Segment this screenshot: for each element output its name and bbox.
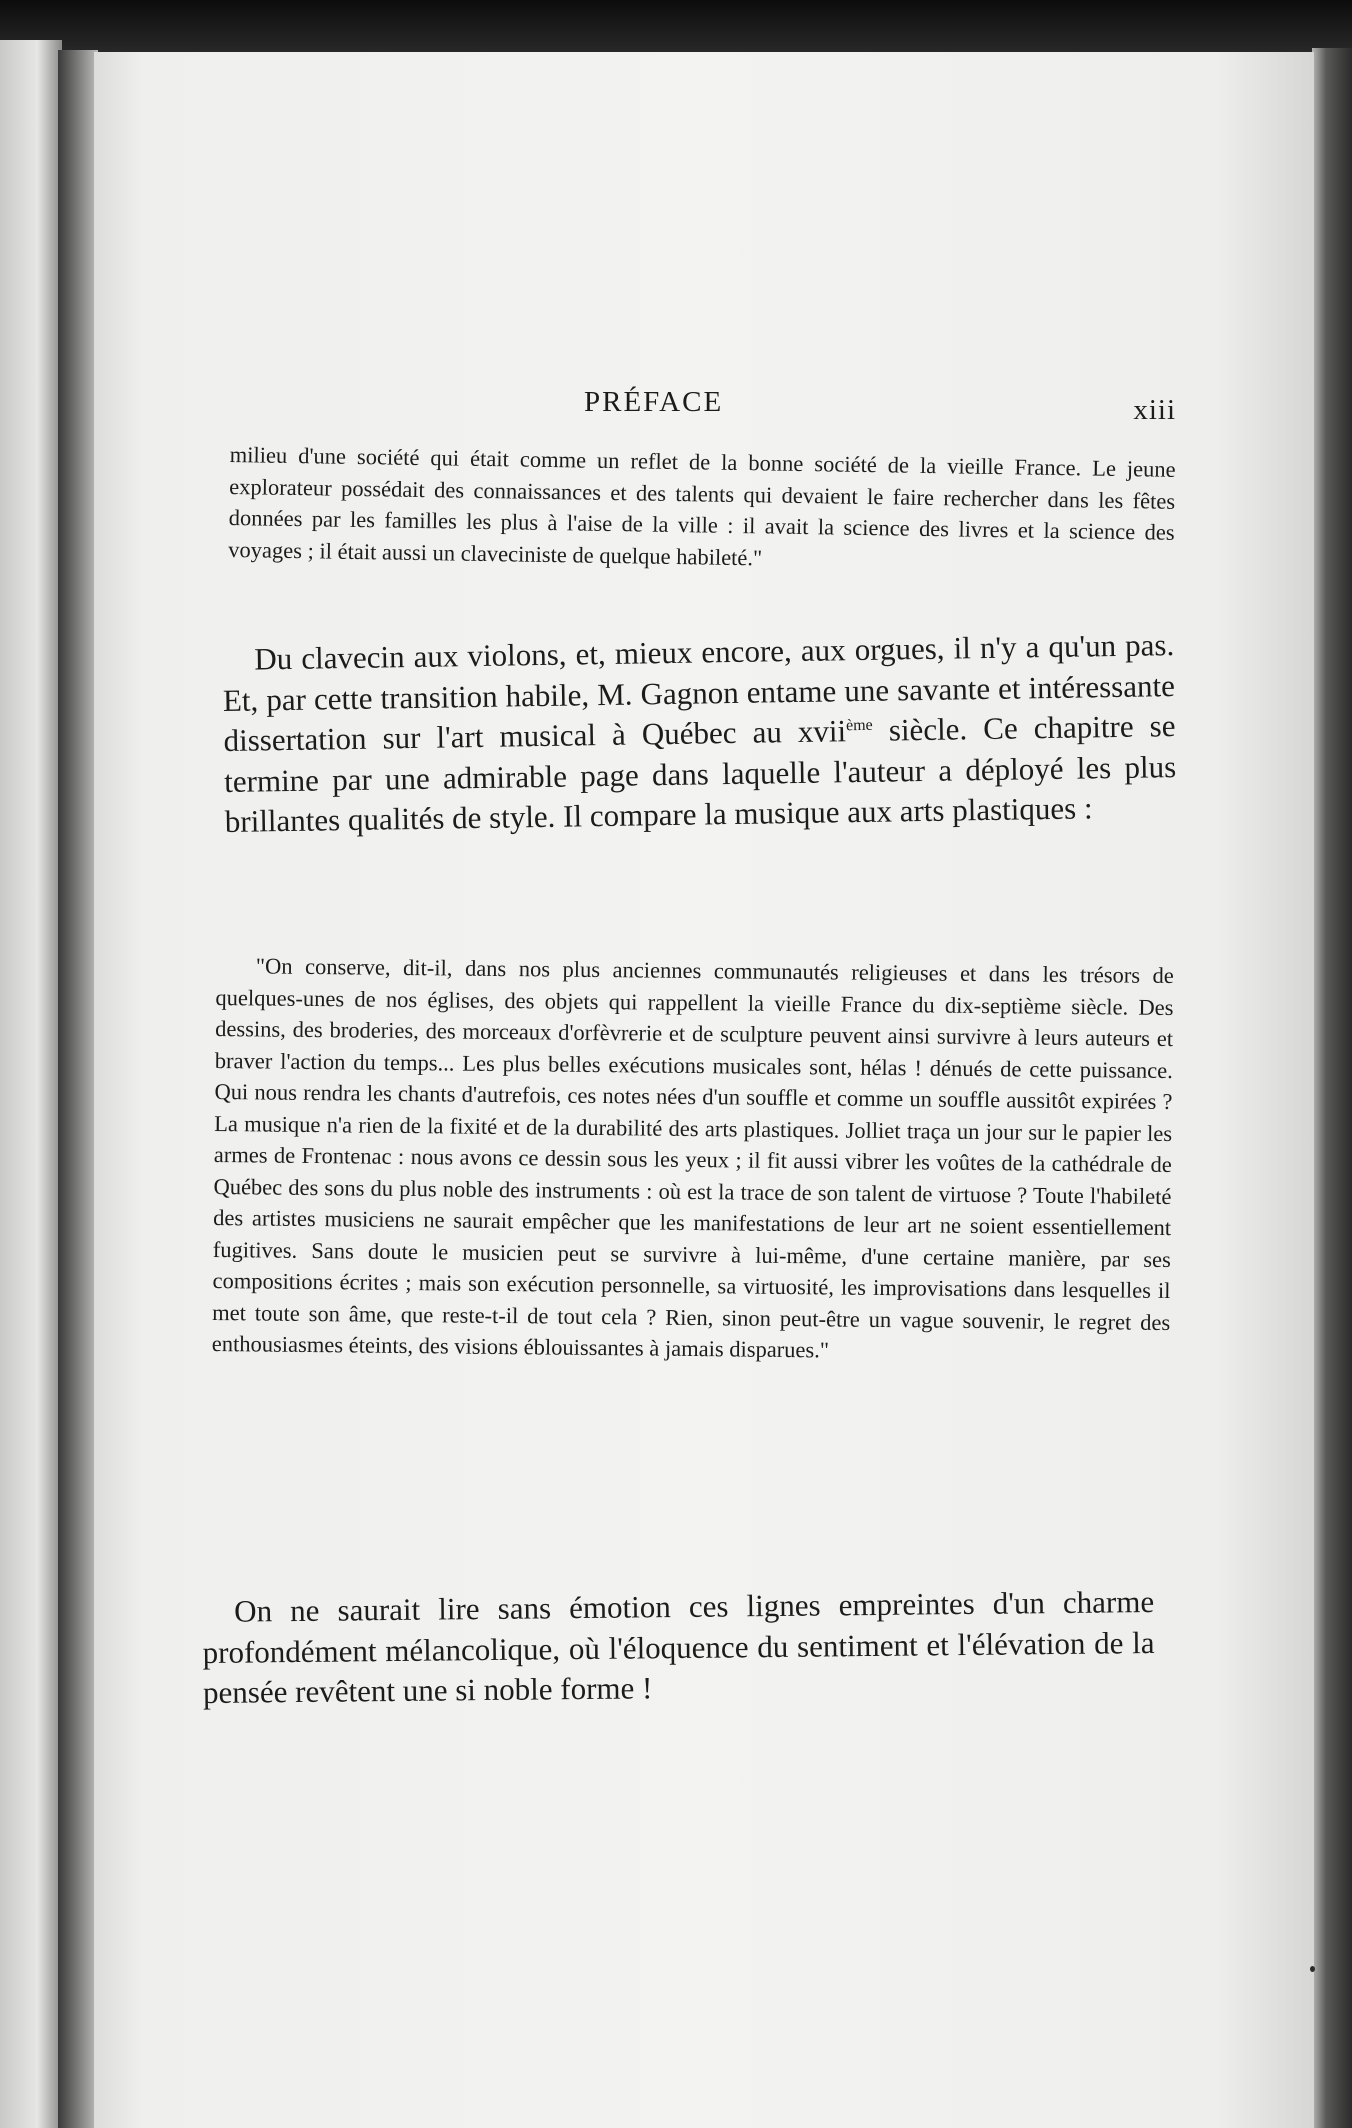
- scan-background-top: [0, 0, 1352, 56]
- book-right-edge: [1312, 48, 1352, 2128]
- quote-paragraph: "On conserve, dit-il, dans nos plus anciennes communautés religieuses et dans les trésors de quelques-unes de nos églises, des objets qui rappellent la vieille France du dix-septième siècle. Des dessins, des broderies, des morceaux d'orfèvrerie et de sculpture peuvent ainsi survivre à leurs auteurs et braver l'action du temps... Les plus belles exécutions musicales sont, hélas ! dénués de cette puissance. Qui nous rendra les chants d'autrefois, ces notes nées d'un souffle et comme un souffle aussitôt expirées ? La musique n'a rien de la fixité et de la durabilité des arts plastiques. Jolliet traça un jour sur le papier les armes de Frontenac : nous avons ce dessin sous les yeux ; il fit aussi vibrer les voûtes de la cathédrale de Québec des sons du plus noble des instruments : où est la trace de son talent de virtuose ? Toute l'habileté des artistes musiciens ne saurait empêcher que les manifestations de leur art ne soient essentiellement fugitives. Sans doute le musicien peut se survivre à lui-même, d'une certaine manière, par ses compositions écrites ; mais son exécution personnelle, sa virtuosité, les improvisations dans lesquelles il met toute son âme, que reste-t-il de tout cela ? Rien, sinon peut-être un vague souvenir, le regret des enthousiasmes éteints, des visions éblouissantes à jamais disparues.": [211, 953, 1174, 1363]
- facing-page-edge: [0, 40, 62, 2128]
- page-title: PRÉFACE: [584, 386, 724, 418]
- scan-speck: [1310, 1966, 1315, 1972]
- book-gutter: [58, 50, 98, 2128]
- body-paragraph-1: [222, 625, 1177, 842]
- running-head: [94, 330, 1314, 426]
- page-number: xiii: [1133, 394, 1176, 426]
- quote-continued-paragraph: milieu d'une société qui était comme un reflet de la bonne société de la vieille France. Le jeune explorateur possédait des connaissances et des talents qui devaient le faire rechercher dans les fêtes données par les familles les plus à l'aise de la ville : il avait la science des livres et la science des voyages ; il était aussi un claveciniste de quelque habileté.": [228, 441, 1176, 570]
- body-paragraph-1-text-a: Du clavecin aux violons, et, mieux encore, aux orgues, il n'y a qu'un pas. Et, par cette transition habile, M. Gagnon entame une savante et intéressante dissertation sur l'art musical à Québec au xvii: [222, 627, 1176, 758]
- body-paragraph-2: On ne saurait lire sans émotion ces lignes empreintes d'un charme profondément mélancolique, où l'éloquence du sentiment et l'élévation de la pensée revêtent une si noble forme !: [202, 1584, 1155, 1710]
- century-superscript: ème: [845, 716, 873, 735]
- page-content: [94, 52, 1314, 2128]
- body-paragraph-1-text-b: siècle. Ce chapitre se termine par une admirable page dans laquelle l'auteur a déployé les plus brillantes qualités de style. Il compare la musique aux arts plastiques :: [223, 708, 1177, 839]
- book-page: [94, 52, 1314, 2128]
